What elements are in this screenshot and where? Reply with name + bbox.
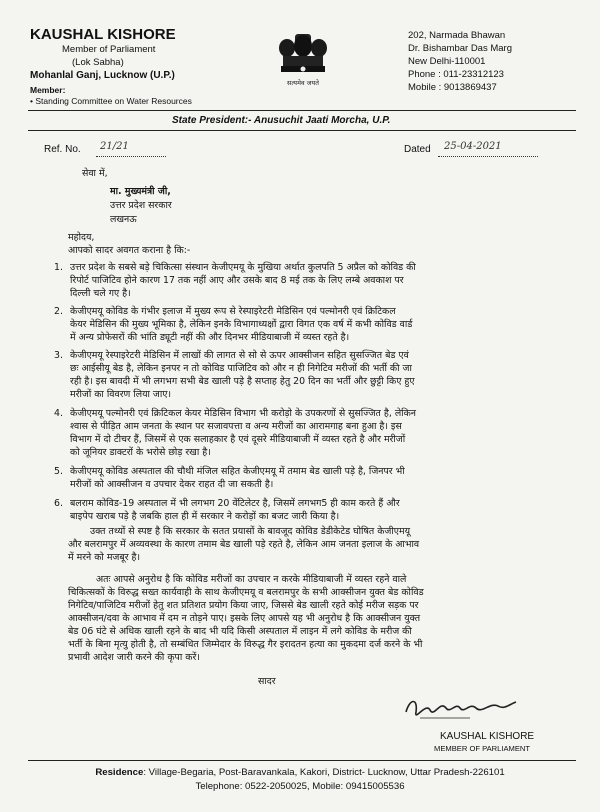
salutation-line-2: मा. मुख्यमंत्री जी,: [110, 186, 171, 197]
address-line-3: New Delhi-110001: [408, 56, 486, 67]
point-3-line-4: मरीजों का विवरण लिया जाए।: [70, 389, 172, 400]
handwritten-signature: [400, 688, 520, 728]
sender-name: KAUSHAL KISHORE: [30, 26, 176, 43]
point-3-line-3: रही है। इस बावदी में भी लगभग सभी बेड खाली पड़े है सप्ताह हेतु 20 दिन का भर्ती और छुट्टी किए हुए: [70, 376, 415, 387]
point-4-line-2: श्वास से पीड़ित आम जनता के स्थान पर सजावपत्ता व अन्य मरीजों का आरामगाह बना हुआ है। इस: [70, 421, 402, 432]
request-line-6: भर्ती के बिना मृत्यु होती है, तो सम्बंधित जिम्मेदार के विरुद्ध गैर इरादतन हत्या का मुकदमा दर्ज करने के भी: [68, 639, 423, 650]
point-number: 3.: [54, 350, 63, 361]
request-line-1: अतः आपसे अनुरोध है कि कोविड मरीजों का उपचार न करके मीडियाबाजी में व्यस्त रहने वाले: [96, 574, 407, 585]
summary-line-3: में मरने को मजबूर है।: [68, 552, 141, 563]
summary-line-1: उक्त तथ्यों से स्पष्ट है कि सरकार के सतत प्रयासों के बावजूद कोविड डेडीकेटेड घोषित केजीएमयू: [90, 526, 411, 537]
point-number: 5.: [54, 466, 63, 477]
sender-house: (Lok Sabha): [72, 57, 124, 68]
point-1-line-2: रिपोर्ट पाजिटिव होने कारण 17 तक नहीं आए और उसके बाद 8 मई तक के लिए लम्बे अवकाश पर: [70, 275, 404, 286]
residence-address: : Village-Begaria, Post-Baravankala, Kakori, District- Lucknow, Uttar Pradesh-226101: [143, 767, 505, 778]
point-number: 4.: [54, 408, 63, 419]
committee-text: • Standing Committee on Water Resources: [30, 96, 192, 106]
header-divider: [28, 110, 576, 111]
intro-line: आपको सादर अवगत कराना है कि:-: [68, 245, 191, 256]
ref-number: 21/21: [100, 141, 129, 152]
emblem-motto: सत्यमेव जयते: [287, 79, 319, 87]
salutation-line-1: सेवा में,: [82, 168, 108, 179]
residence-line: [0, 766, 600, 780]
point-number: 2.: [54, 306, 63, 317]
header-divider-2: [28, 130, 576, 131]
sender-constituency: Mohanlal Ganj, Lucknow (U.P.): [30, 70, 175, 81]
address-line-2: Dr. Bishambar Das Marg: [408, 43, 513, 54]
point-4-line-3: विभाग में दो टीचर हैं, जिसमें से एक सलाहकार है एवं दूसरे मीडियाबाजी में व्यस्त रहते है और मरीजों: [70, 434, 406, 445]
point-2-line-3: में अन्य प्रोफेसरों की भांति ड्यूटी नहीं की और दिनभर मीडियाबाजी में व्यस्त रहते है।: [70, 332, 350, 343]
point-number: 6.: [54, 498, 63, 509]
point-2-line-2: केयर मेडिसिन की मुख्य भूमिका है, लेकिन इनके विभागाध्यक्षों द्वारा विगत एक वर्ष में कभी कोविड वार्ड: [70, 319, 413, 330]
national-emblem-icon: [273, 30, 333, 94]
point-6-line-2: बाइपेप खराब पड़े है जबकि हाल ही में सरकार ने करोड़ों का बजट जारी किया है।: [70, 511, 340, 522]
point-2-line-1: केजीएमयू कोविड के गंभीर इलाज में मुख्य रूप से रेस्पाइरेटरी मेडिसिन एवं पल्मोनरी एवं क्रिटिकल: [70, 306, 396, 317]
summary-line-2: और बलरामपुर में अव्यवस्था के कारण तमाम बेड खाली पड़े रहते है, लेकिन आम जनता इलाज के आभाव: [68, 539, 420, 550]
dated-value: 25-04-2021: [444, 141, 502, 152]
point-5-line-2: मरीजों को आक्सीजन व उपचार देकर राहत दी जा सकती है।: [70, 479, 274, 490]
sender-role: Member of Parliament: [62, 44, 156, 55]
office-phone: Phone : 011-23312123: [408, 69, 504, 80]
point-4-line-4: को जूनियर डाक्टरों के भरोसे छोड़ रखा है।: [70, 447, 211, 458]
president-line: State President:- Anusuchit Jaati Morcha, U.P.: [172, 115, 391, 126]
point-6-line-1: बलराम कोविड-19 अस्पताल में भी लगभग 20 वेंटिलेटर है, जिसमें लगभग5 ही काम करते हैं और: [70, 498, 400, 509]
member-label: Member:: [30, 85, 66, 95]
request-line-7: प्रभावी आदेश जारी करने की कृपा करें।: [68, 652, 200, 663]
signatory-title: MEMBER OF PARLIAMENT: [434, 744, 531, 753]
closing: सादर: [258, 676, 276, 687]
dated-label: Dated: [404, 144, 431, 155]
point-1-line-1: उत्तर प्रदेश के सबसे बड़े चिकित्सा संस्थान केजीएमयू के मुखिया अर्थात कुलपति 5 अप्रैल को कोविड की: [70, 262, 416, 273]
salutation-line-3: उत्तर प्रदेश सरकार: [110, 200, 172, 211]
footer: [0, 766, 600, 794]
office-mobile: Mobile : 9013869437: [408, 82, 497, 93]
point-4-line-1: केजीएमयू पल्मोनरी एवं क्रिटिकल केयर मेडिसिन विभाग भी करोड़ो के उपकरणों से सुसज्जित है, लेकिन: [70, 408, 417, 419]
point-3-line-2: छः आईसीयू बेड है, लेकिन इनपर न तो कोविड पाजिटिव को और न ही निगेटिव मरीजों की भर्ती की जा: [70, 363, 412, 374]
signatory-name: KAUSHAL KISHORE: [440, 731, 535, 742]
residence-label: Residence: [95, 767, 144, 778]
address-line-1: 202, Narmada Bhawan: [408, 30, 506, 41]
footer-divider: [28, 760, 576, 761]
request-line-4: आक्सीजन/दवा के आभाव में दम न तोड़ने पाए। इसके लिए आपसे यह भी अनुरोध है कि आक्सीजन युक्त: [68, 613, 421, 624]
footer-telephone: Telephone: 0522-2050025, Mobile: 09415005536: [195, 781, 405, 792]
dated-underline: [438, 156, 538, 157]
request-line-3: निगेटिव/पाजिटिव मरीजों हेतु शत प्रतिशत प्रयोग किया जाए, जिससे बेड खाली रहते कोई मरीज सड़क पर: [68, 600, 419, 611]
salutation-line-4: लखनऊ: [110, 214, 137, 225]
point-1-line-3: दिल्ली चले गए है।: [70, 288, 131, 299]
greeting: महोदय,: [68, 232, 95, 243]
point-number: 1.: [54, 262, 63, 273]
ref-label: Ref. No.: [44, 144, 81, 155]
ref-underline: [96, 156, 166, 157]
point-5-line-1: केजीएमयू कोविड अस्पताल की चौथी मंजिल सहित केजीएमयू में तमाम बेड खाली पड़े है, जिनपर भी: [70, 466, 405, 477]
request-line-5: बेड 06 घंटे से अधिक खाली रहने के बाद भी यदि किसी अस्पताल में लाइन में लगे कोविड के मरीज की: [68, 626, 412, 637]
request-line-2: चिकित्सकों के विरुद्ध सख्त कार्यवाही के साथ केजीएमयू व बलरामपुर के सभी आक्सीजन युक्त बेड कोविड: [68, 587, 424, 598]
point-3-line-1: केजीएमयू रेस्पाइरेटरी मेडिसिन में लाखों की लागत से सो से ऊपर आक्सीजन सहित सुसज्जित बेड एवं: [70, 350, 409, 361]
